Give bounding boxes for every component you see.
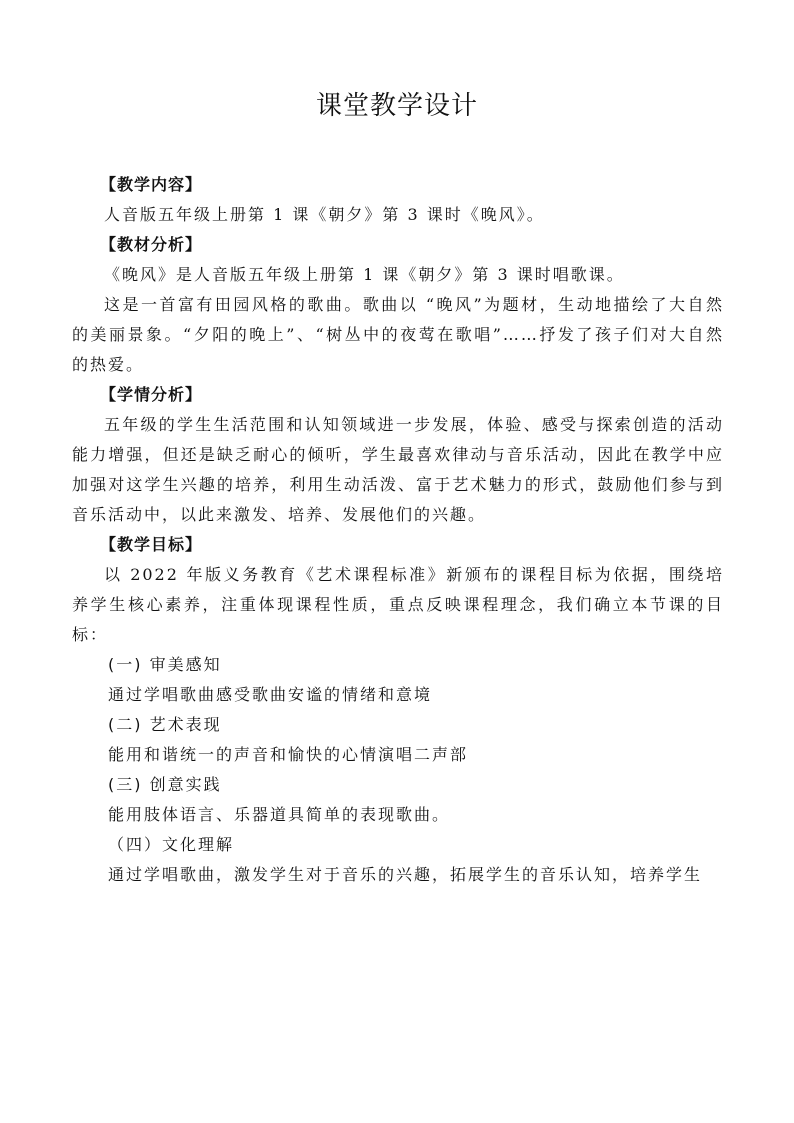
goal-label-1: (一) 审美感知 — [108, 655, 222, 674]
goal-text-3: 能用肢体语言、乐器道具简单的表现歌曲。 — [108, 805, 451, 824]
section-heading-goals: 【教学目标】 — [100, 535, 203, 554]
goal-text-1: 通过学唱歌曲感受歌曲安谧的情绪和意境 — [108, 685, 433, 704]
goals-intro-paragraph: 以 2022 年版义务教育《艺术课程标准》新颁布的课程目标为依据，围绕培养学生核心素养，注重体现课程性质，重点反映课程理念，我们确立本节课的目标： — [72, 565, 724, 644]
goal-label-4: （四）文化理解 — [108, 835, 235, 854]
document-body — [72, 170, 724, 890]
section-heading-content: 【教学内容】 — [100, 175, 203, 194]
goal-label-3: (三) 创意实践 — [108, 775, 222, 794]
goal-text-2: 能用和谐统一的声音和愉快的心情演唱二声部 — [108, 745, 469, 764]
students-paragraph: 五年级的学生生活范围和认知领域进一步发展，体验、感受与探索创造的活动能力增强，但还是缺乏耐心的倾听，学生最喜欢律动与音乐活动，因此在教学中应加强对这学生兴趣的培养，利用生动活泼、富于艺术魅力的形式，鼓励他们参与到音乐活动中，以此来激发、培养、发展他们的兴趣。 — [72, 415, 724, 524]
goal-text-4: 通过学唱歌曲，激发学生对于音乐的兴趣，拓展学生的音乐认知，培养学生 — [108, 865, 703, 884]
section-heading-material: 【教材分析】 — [100, 235, 203, 254]
page-title: 课堂教学设计 — [315, 91, 478, 121]
material-paragraph-2: 这是一首富有田园风格的歌曲。歌曲以 “晚风”为题材，生动地描绘了大自然的美丽景象。“夕阳的晚上”、“树丛中的夜莺在歌唱”……抒发了孩子们对大自然的热爱。 — [72, 295, 724, 374]
material-paragraph-1: 《晚风》是人音版五年级上册第 1 课《朝夕》第 3 课时唱歌课。 — [104, 265, 625, 284]
section-heading-students: 【学情分析】 — [100, 385, 203, 404]
section-text-content: 人音版五年级上册第 1 课《朝夕》第 3 课时《晚风》。 — [104, 205, 545, 224]
goal-label-2: (二) 艺术表现 — [108, 715, 222, 734]
